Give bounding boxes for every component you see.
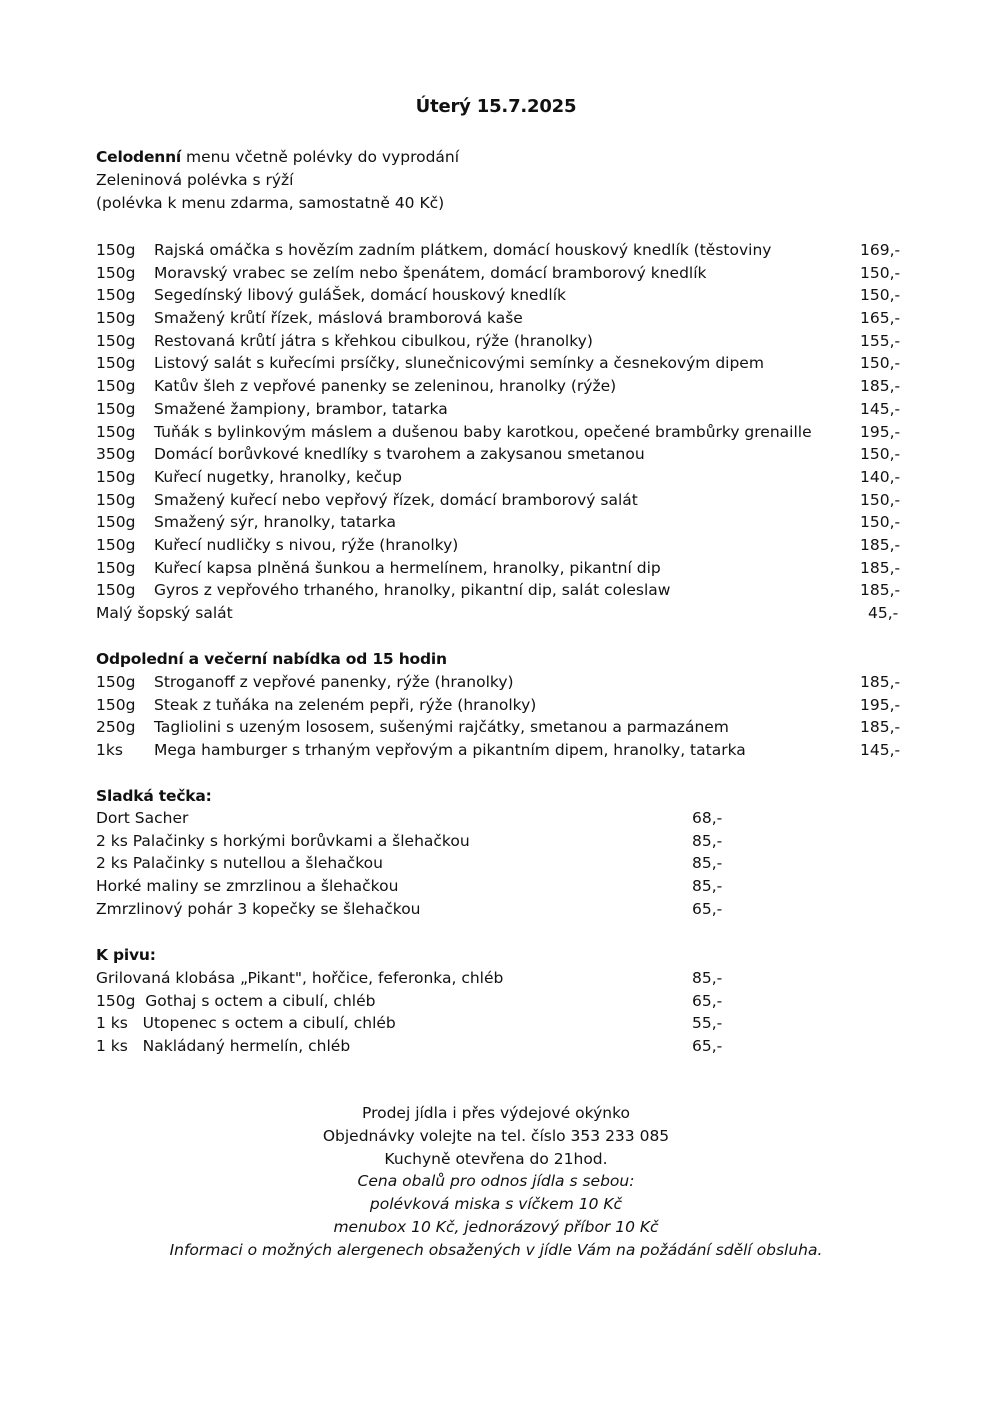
menu-item-name: Katův šleh z vepřové panenky se zeleninou, hranolky (rýže) (154, 377, 617, 396)
afternoon-list (96, 671, 916, 762)
menu-item-name: Restovaná krůtí játra s křehkou cibulkou, rýže (hranolky) (154, 331, 593, 350)
menu-item-price: 145,- (860, 741, 901, 760)
menu-item-name: Segedínský libový guláŠek, domácí houskový knedlík (154, 286, 567, 305)
menu-item-qty: 150g (96, 354, 136, 373)
dessert-list (96, 807, 736, 920)
menu-item (96, 534, 916, 557)
menu-item-name: Moravský vrabec se zelím nebo špenátem, domácí bramborový knedlík (154, 263, 707, 282)
menu-item-price: 195,- (860, 695, 901, 714)
menu-item-price: 165,- (860, 309, 901, 328)
menu-item (96, 284, 916, 307)
menu-item (96, 375, 916, 398)
menu-item-price: 150,- (860, 354, 901, 373)
menu-item-qty: 150g (96, 513, 136, 532)
menu-item (96, 739, 916, 762)
menu-item-qty: 250g (96, 718, 136, 737)
menu-item-price: 185,- (860, 558, 901, 577)
menu-item-name: Mega hamburger s trhaným vepřovým a pikantním dipem, hranolky, tatarka (154, 741, 746, 760)
list-item (96, 990, 736, 1013)
afternoon-heading: Odpolední a večerní nabídka od 15 hodin (96, 650, 447, 668)
menu-item-name: Kuřecí kapsa plněná šunkou a hermelínem, hranolky, pikantní dip (154, 558, 661, 577)
menu-item-name: Malý šopský salát (96, 604, 233, 622)
menu-item-qty: 150g (96, 673, 136, 691)
menu-item-name: Domácí borůvkové knedlíky s tvarohem a zakysanou smetanou (154, 445, 645, 464)
list-item (96, 852, 736, 875)
menu-item-price: 150,- (860, 263, 901, 282)
item-price: 85,- (692, 969, 723, 987)
menu-item-price: 195,- (860, 422, 901, 441)
list-item (96, 1012, 736, 1035)
menu-item (96, 352, 916, 375)
soup-line: Zeleninová polévka s rýží (96, 171, 294, 189)
menu-item-name: Kuřecí nudličky s nivou, rýže (hranolky) (154, 535, 459, 554)
list-item (96, 807, 736, 830)
menu-item-price: 150,- (860, 490, 901, 509)
footer-line: Kuchyně otevřena do 21hod. (384, 1149, 608, 1168)
item-price: 55,- (692, 1014, 723, 1033)
footer-phone-line: Objednávky volejte na tel. číslo 353 233 085 (322, 1126, 670, 1145)
menu-item (96, 694, 916, 717)
menu-item-qty: 150g (96, 695, 136, 714)
menu-item-price: 45,- (868, 604, 899, 622)
item-name: Grilovaná klobása „Pikant", hořčice, feferonka, chléb (96, 969, 504, 987)
item-price: 85,- (692, 877, 723, 896)
menu-item (96, 466, 916, 489)
menu-item-qty: 150g (96, 490, 136, 509)
menu-item-qty: 150g (96, 467, 136, 486)
menu-item (96, 557, 916, 580)
menu-item-name: Smažené žampiony, brambor, tatarka (154, 399, 448, 418)
intro-bold: Celodenní (96, 148, 182, 166)
item-price: 68,- (692, 809, 723, 827)
soup-note: (polévka k menu zdarma, samostatně 40 Kč) (96, 194, 445, 212)
menu-item-price: 185,- (860, 377, 901, 396)
menu-item-qty: 150g (96, 558, 136, 577)
menu-item-name: Listový salát s kuřecími prsíčky, slunečnicovými semínky a česnekovým dipem (154, 354, 764, 373)
menu-item-qty: 150g (96, 331, 136, 350)
menu-item-name: Stroganoff z vepřové panenky, rýže (hranolky) (154, 673, 514, 691)
menu-item-qty: 150g (96, 399, 136, 418)
item-name: 1 ks Nakládaný hermelín, chléb (96, 1037, 351, 1056)
menu-item-name: Smažený kuřecí nebo vepřový řízek, domácí bramborový salát (154, 490, 638, 509)
item-name: Dort Sacher (96, 809, 189, 827)
item-name: 2 ks Palačinky s horkými borůvkami a šlehačkou (96, 831, 470, 850)
menu-item-name: Smažený sýr, hranolky, tatarka (154, 513, 396, 532)
footer-allergen-note: Informaci o možných alergenech obsažených v jídle Vám na požádání sdělí obsluha. (169, 1240, 823, 1259)
menu-item (96, 511, 916, 534)
menu-item-price: 155,- (860, 331, 901, 350)
item-name: 150g Gothaj s octem a cibulí, chléb (96, 991, 376, 1010)
menu-item-qty: 150g (96, 422, 136, 441)
menu-item-price: 169,- (860, 241, 901, 259)
menu-item-name: Kuřecí nugetky, hranolky, kečup (154, 467, 402, 486)
menu-item-extra (96, 602, 916, 625)
menu-item-price: 145,- (860, 399, 901, 418)
menu-item (96, 489, 916, 512)
menu-item-price: 185,- (860, 673, 901, 691)
item-name: 1 ks Utopenec s octem a cibulí, chléb (96, 1014, 396, 1033)
menu-item (96, 239, 916, 262)
list-item (96, 875, 736, 898)
item-price: 65,- (692, 899, 723, 918)
item-price: 65,- (692, 1037, 723, 1056)
footer-note: polévková miska s víčkem 10 Kč (369, 1195, 623, 1214)
menu-item-price: 140,- (860, 467, 901, 486)
menu-item-price: 150,- (860, 286, 901, 305)
menu-item-price: 185,- (860, 718, 901, 737)
menu-item-price: 185,- (860, 535, 901, 554)
intro-line (96, 146, 459, 169)
item-price: 85,- (692, 831, 723, 850)
menu-item (96, 398, 916, 421)
menu-item (96, 330, 916, 353)
list-item (96, 830, 736, 853)
item-name: 2 ks Palačinky s nutellou a šlehačkou (96, 854, 383, 873)
menu-item-qty: 150g (96, 241, 136, 259)
footer-note: Cena obalů pro odnos jídla s sebou: (357, 1172, 635, 1191)
menu-item (96, 671, 916, 694)
menu-item-name: Rajská omáčka s hovězím zadním plátkem, domácí houskový knedlík (těstoviny (154, 241, 772, 259)
item-name: Zmrzlinový pohár 3 kopečky se šlehačkou (96, 899, 421, 918)
menu-item-qty: 150g (96, 309, 136, 328)
list-item (96, 898, 736, 921)
dessert-heading: Sladká tečka: (96, 787, 212, 805)
menu-item (96, 421, 916, 444)
menu-item-name: Tuňák s bylinkovým máslem a dušenou baby karotkou, opečené brambůrky grenaille (154, 422, 812, 441)
menu-item-qty: 150g (96, 535, 136, 554)
menu-item-name: Smažený krůtí řízek, máslová bramborová kaše (154, 309, 523, 328)
menu-item-qty: 150g (96, 581, 136, 600)
menu-item-qty: 1ks (96, 741, 123, 760)
menu-item (96, 307, 916, 330)
menu-item (96, 262, 916, 285)
beer-heading: K pivu: (96, 946, 156, 964)
menu-item-qty: 150g (96, 286, 136, 305)
menu-item-qty: 150g (96, 263, 136, 282)
menu-item-price: 150,- (860, 513, 901, 532)
page-title: Úterý 15.7.2025 (415, 96, 577, 117)
item-price: 65,- (692, 991, 723, 1010)
item-price: 85,- (692, 854, 723, 873)
intro-rest: menu včetně polévky do vyprodání (181, 148, 460, 166)
footer-line: Prodej jídla i přes výdejové okýnko (362, 1104, 630, 1122)
main-menu-list (96, 239, 916, 625)
menu-item-qty: 150g (96, 377, 136, 396)
menu-item (96, 579, 916, 602)
list-item (96, 1035, 736, 1058)
menu-item-price: 150,- (860, 445, 901, 464)
menu-item (96, 716, 916, 739)
beer-list (96, 967, 736, 1058)
menu-item-name: Gyros z vepřového trhaného, hranolky, pikantní dip, salát coleslaw (154, 581, 671, 600)
footer-note: menubox 10 Kč, jednorázový příbor 10 Kč (333, 1217, 659, 1236)
menu-item (96, 443, 916, 466)
item-name: Horké maliny se zmrzlinou a šlehačkou (96, 877, 399, 896)
footer (0, 1102, 992, 1262)
menu-item-name: Steak z tuňáka na zeleném pepři, rýže (hranolky) (154, 695, 537, 714)
menu-item-name: Tagliolini s uzeným lososem, sušenými rajčátky, smetanou a parmazánem (154, 718, 729, 737)
menu-item-price: 185,- (860, 581, 901, 600)
menu-item-qty: 350g (96, 445, 136, 464)
list-item (96, 967, 736, 990)
